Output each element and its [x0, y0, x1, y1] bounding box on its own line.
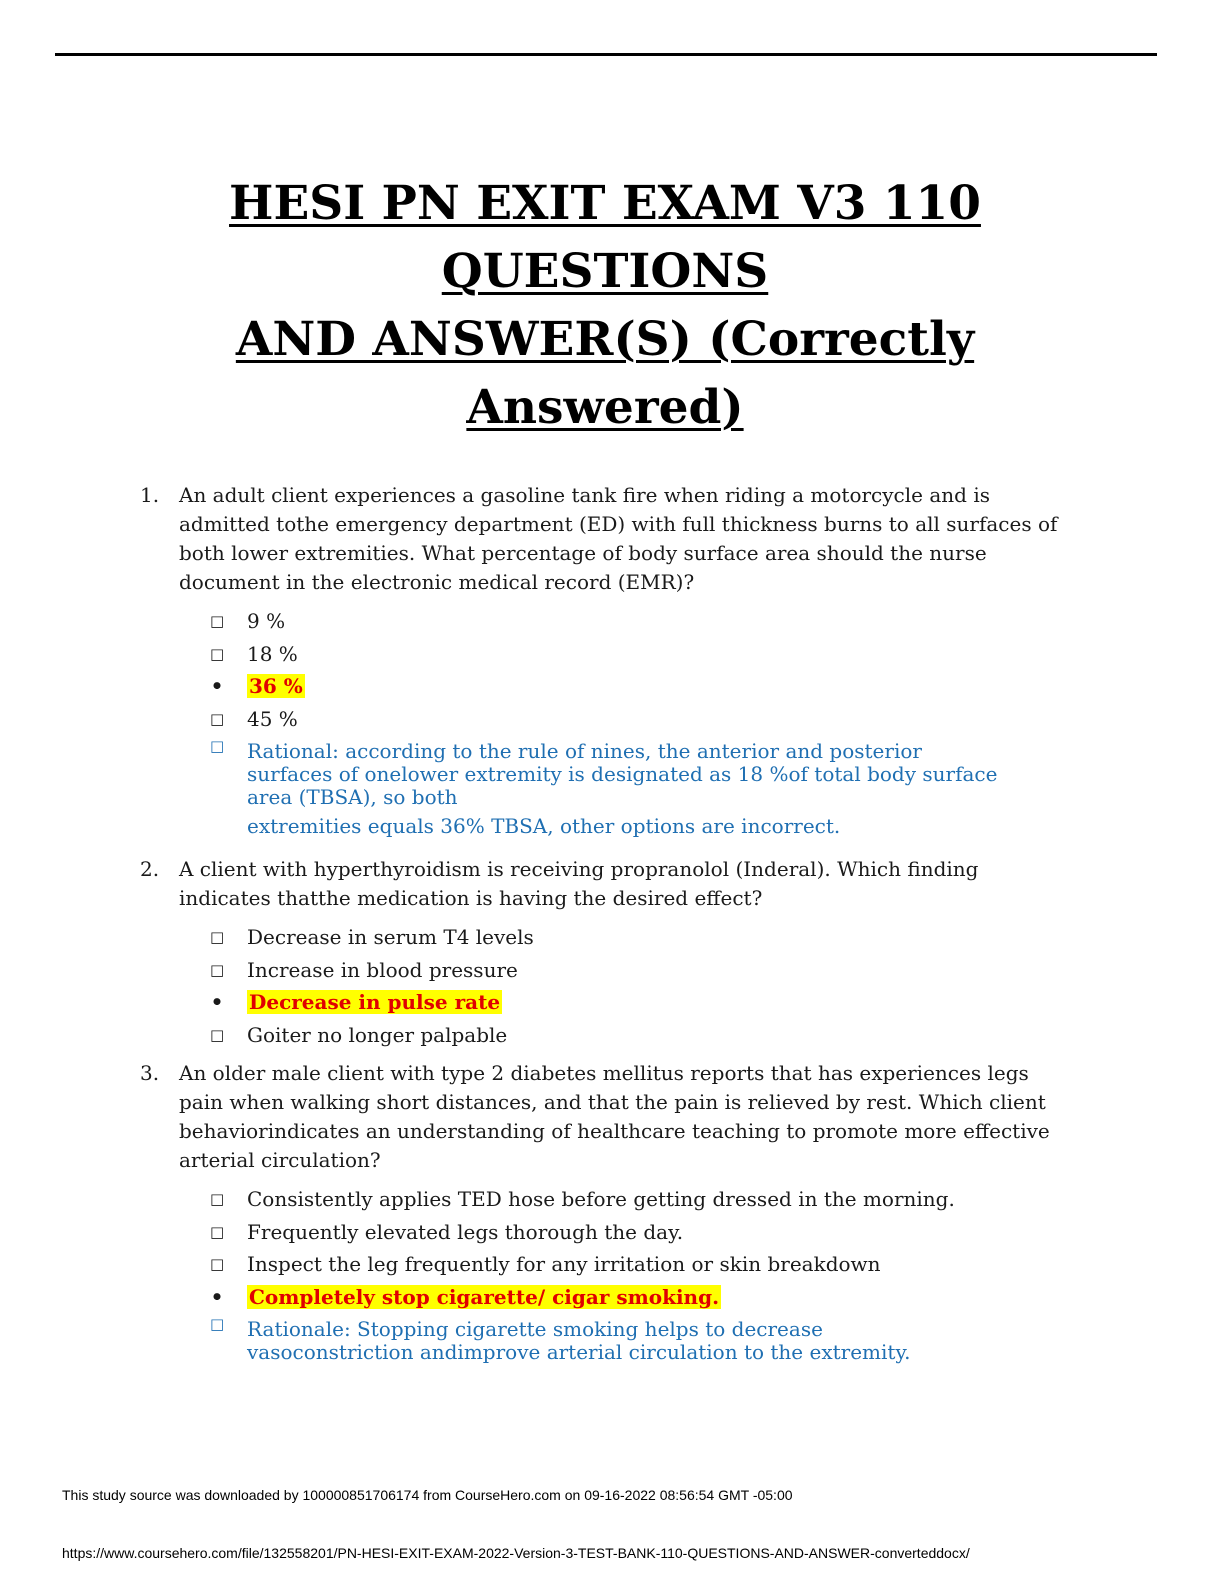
- question-number: 1.: [140, 483, 160, 507]
- rationale-line: surfaces of onelower extremity is designated as 18 %of total body surface: [247, 762, 998, 786]
- source-url[interactable]: https://www.coursehero.com/file/132558201/PN-HESI-EXIT-EXAM-2022-Version-3-TEST-BANK-110-QUESTIONS-AND-ANSWER-converteddocx/: [62, 1545, 970, 1561]
- bullet-icon: •: [210, 1284, 224, 1309]
- download-source-note: This study source was downloaded by 100000851706174 from CourseHero.com on 09-16-2022 08:56:54 GMT -05:00: [62, 1487, 793, 1503]
- option-text: Consistently applies TED hose before getting dressed in the morning.: [247, 1187, 955, 1211]
- rationale-line: Rational: according to the rule of nines, the anterior and posterior: [247, 739, 922, 763]
- option-text: Inspect the leg frequently for any irritation or skin breakdown: [247, 1252, 881, 1276]
- checkbox-icon: □: [210, 928, 225, 946]
- option-item: [210, 638, 1060, 671]
- question-3: [140, 1059, 1060, 1364]
- checkbox-icon: □: [210, 1222, 225, 1241]
- checkbox-icon: □: [210, 960, 225, 979]
- option-item-correct: [210, 986, 1060, 1019]
- rationale: [210, 735, 1060, 838]
- checkbox-icon: □: [210, 709, 225, 728]
- question-number: 2.: [140, 857, 160, 881]
- option-item: [210, 605, 1060, 638]
- checkbox-icon: □: [210, 1315, 225, 1333]
- checkbox-icon: □: [210, 1190, 225, 1208]
- question-stem: An adult client experiences a gasoline tank fire when riding a motorcycle and is admitted tothe emergency department (ED) with full thickness burns to all surfaces of both lower extremities. What percentage of body surface area should the nurse document in the electronic medical record (EMR)?: [179, 483, 1058, 594]
- option-item: [210, 1183, 1060, 1216]
- bullet-icon: •: [210, 990, 224, 1014]
- rationale-line: area (TBSA), so both: [247, 785, 458, 809]
- question-1: [140, 481, 1060, 838]
- checkbox-icon: □: [210, 1255, 225, 1273]
- option-item: [210, 921, 1060, 954]
- question-stem: A client with hyperthyroidism is receiving propranolol (Inderal). Which finding indicates thatthe medication is having the desired effect?: [179, 857, 979, 910]
- rationale-line: extremities equals 36% TBSA, other options are incorrect.: [247, 814, 841, 838]
- checkbox-icon: □: [210, 644, 225, 663]
- option-text: 45 %: [247, 706, 298, 731]
- correct-answer: Decrease in pulse rate: [249, 990, 501, 1014]
- option-item: [210, 1248, 1060, 1281]
- option-item-correct: [210, 1281, 1060, 1314]
- option-text: Increase in blood pressure: [247, 957, 518, 982]
- bullet-icon: •: [210, 674, 224, 698]
- question-number: 3.: [140, 1061, 160, 1085]
- option-item: [210, 703, 1060, 736]
- question-stem: An older male client with type 2 diabetes mellitus reports that has experiences legs pain when walking short distances, and that the pain is relieved by rest. Which client behaviorindicates an understanding of healthcare teaching to promote more effective arterial circulation?: [179, 1061, 1050, 1172]
- top-rule: [55, 53, 1157, 56]
- checkbox-icon: □: [210, 737, 225, 755]
- option-list: [140, 1183, 1060, 1364]
- title-line-3: AND ANSWER(S) (Correctly: [235, 312, 975, 367]
- option-item-correct: [210, 670, 1060, 703]
- rationale-line: vasoconstriction andimprove arterial circulation to the extremity.: [247, 1340, 911, 1364]
- option-text: 9 %: [247, 609, 286, 633]
- rationale: [210, 1313, 1060, 1364]
- option-text: 18 %: [247, 641, 298, 666]
- correct-answer: 36 %: [249, 674, 303, 698]
- option-item: [210, 1019, 1060, 1052]
- title-line-1: HESI PN EXIT EXAM V3 110: [229, 176, 981, 231]
- checkbox-icon: □: [210, 1025, 225, 1044]
- document-title: [180, 170, 1030, 442]
- rationale-line: Rationale: Stopping cigarette smoking helps to decrease: [247, 1317, 823, 1341]
- option-text: Decrease in serum T4 levels: [247, 925, 534, 949]
- title-line-4: Answered): [466, 380, 744, 435]
- option-text: Goiter no longer palpable: [247, 1022, 508, 1047]
- option-list: [140, 921, 1060, 1051]
- checkbox-icon: □: [210, 612, 225, 630]
- title-line-2: QUESTIONS: [441, 244, 769, 299]
- option-text: Frequently elevated legs thorough the day.: [247, 1219, 684, 1244]
- option-list: [140, 605, 1060, 838]
- option-item: [210, 954, 1060, 987]
- question-2: [140, 855, 1060, 1051]
- correct-answer: Completely stop cigarette/ cigar smoking.: [249, 1284, 720, 1309]
- option-item: [210, 1216, 1060, 1249]
